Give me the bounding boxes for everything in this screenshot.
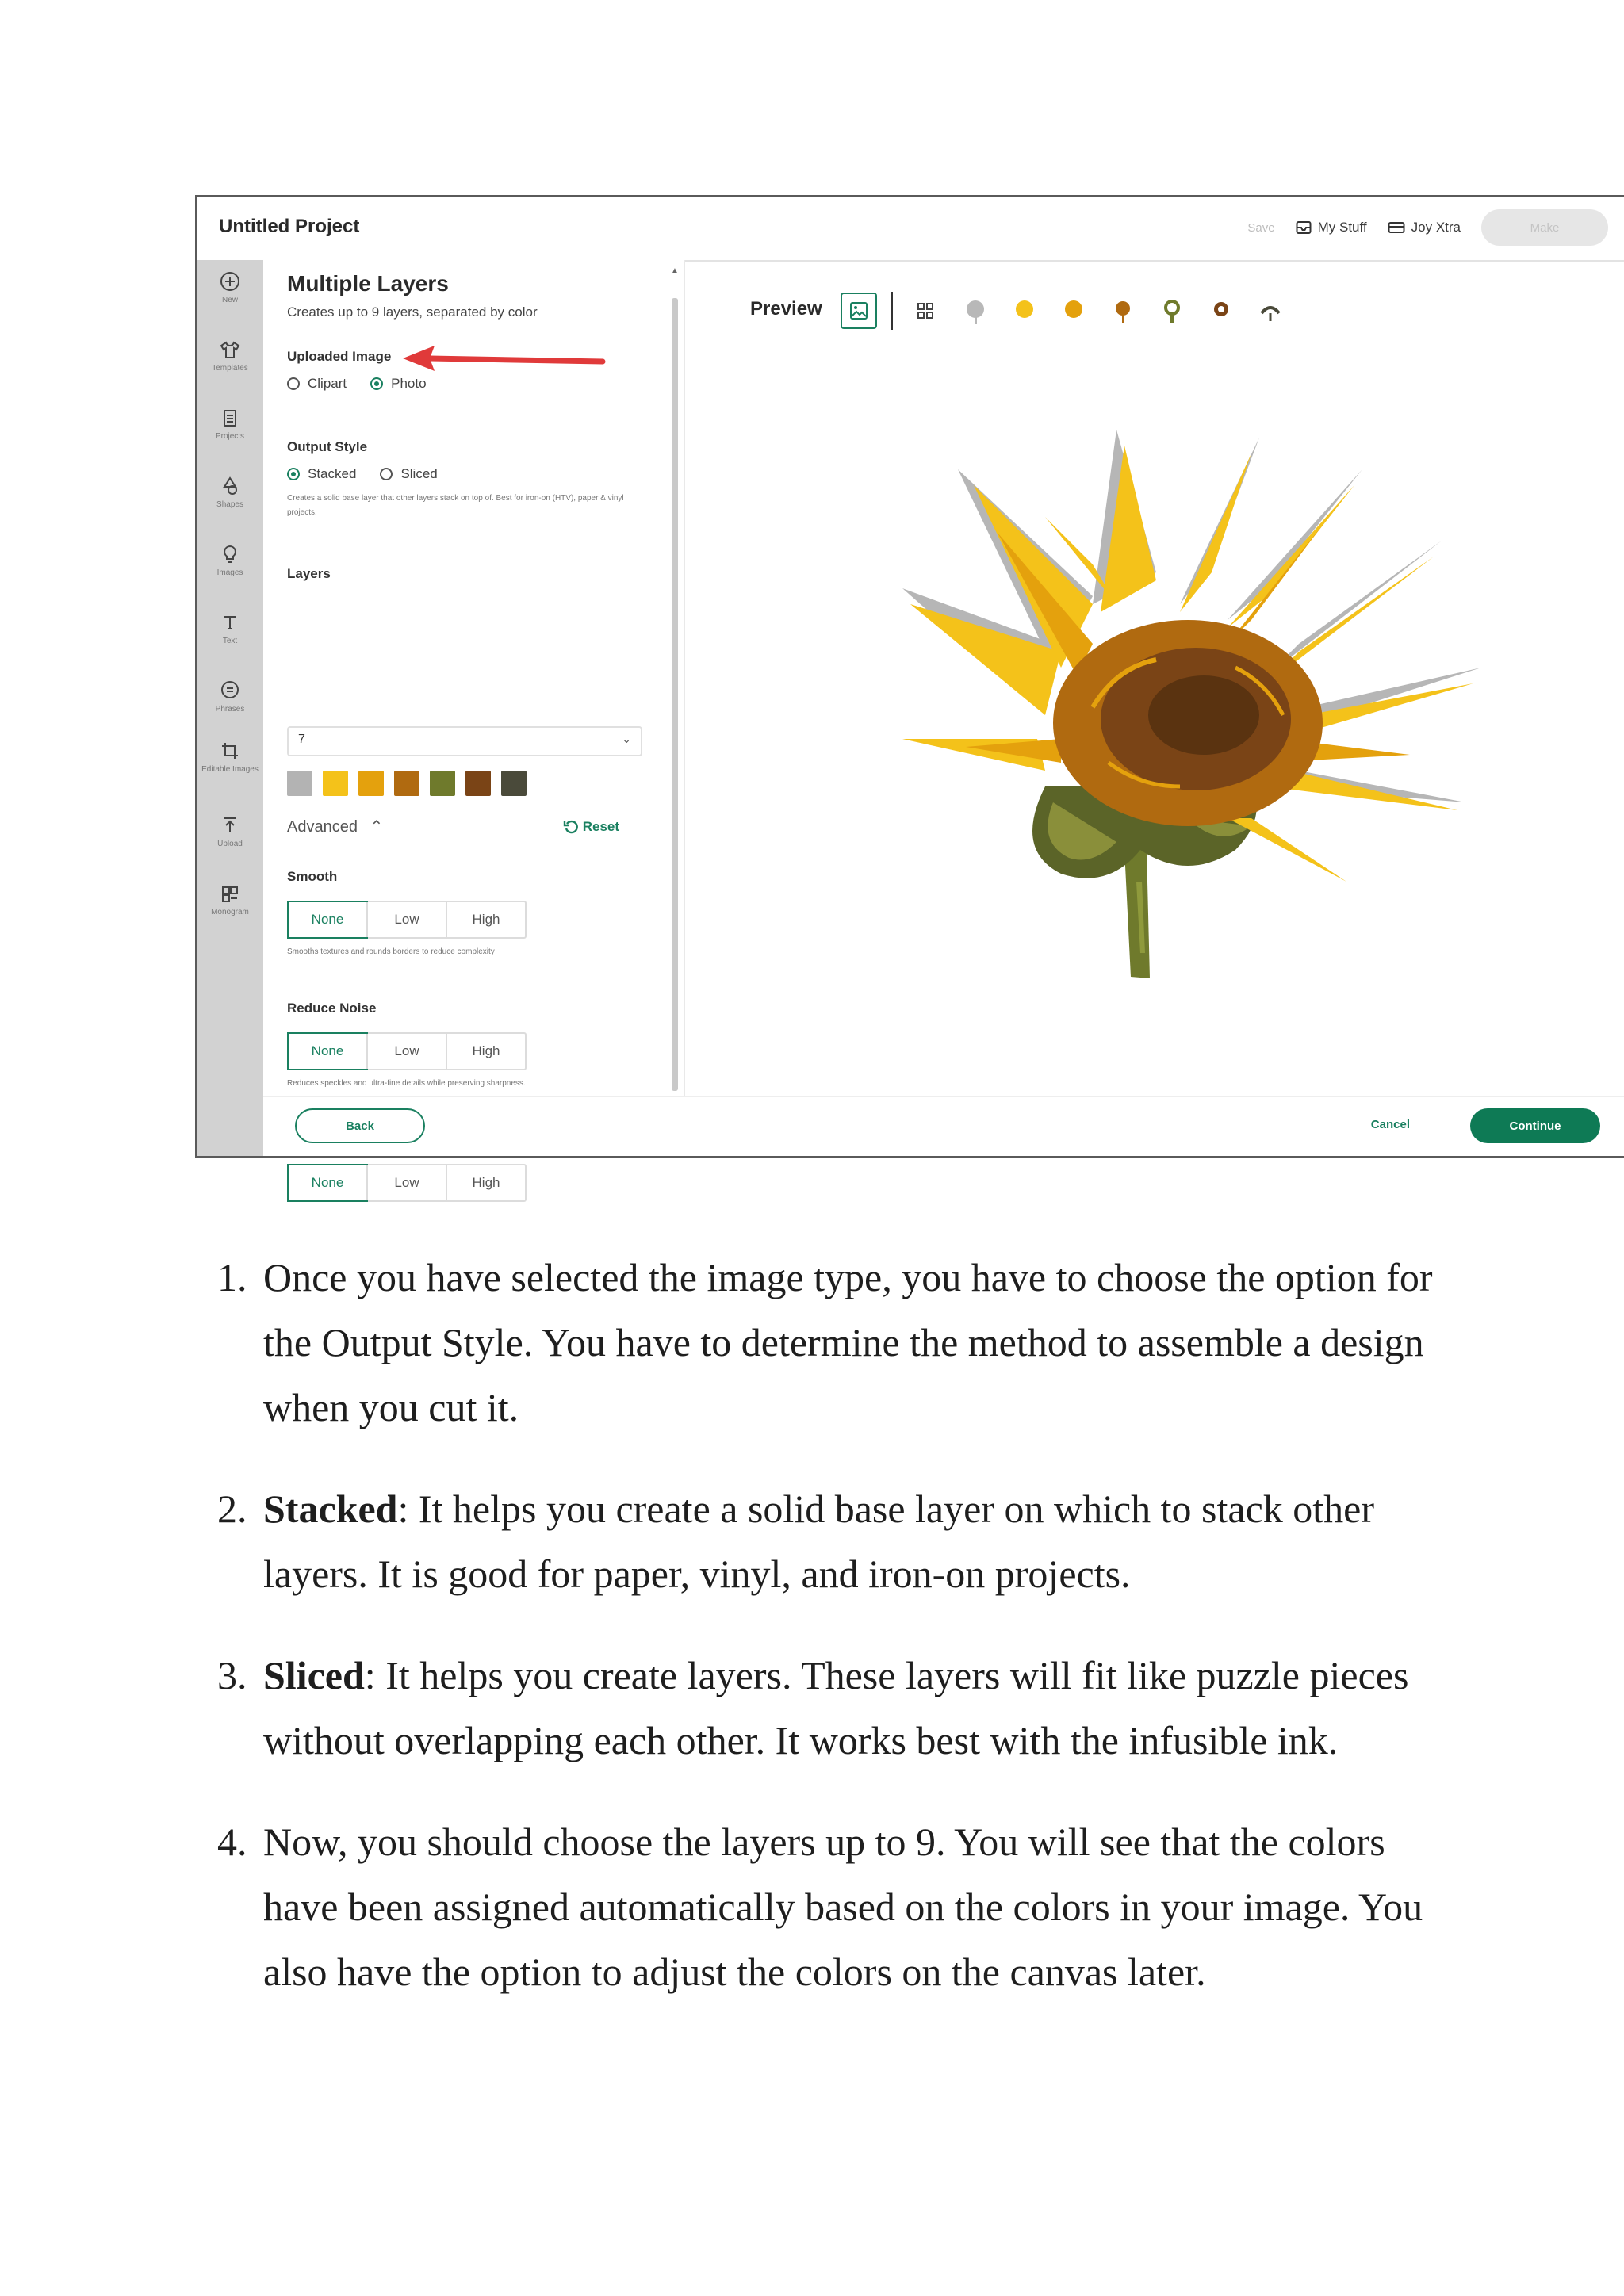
sliced-radio[interactable] <box>380 468 393 480</box>
sidebar-item-shapes[interactable] <box>197 474 263 509</box>
shirt-icon <box>218 338 242 362</box>
sidebar-item-new[interactable] <box>197 270 263 304</box>
scrollbar-thumb[interactable] <box>672 298 678 1091</box>
color-swatch[interactable] <box>394 771 419 796</box>
joy-xtra-button[interactable] <box>1388 220 1461 235</box>
layer-thumbnail[interactable] <box>958 293 993 328</box>
reduce-noise-segmented-control <box>287 1032 527 1070</box>
toolbar-divider <box>891 292 893 330</box>
list-item-text: : It helps you create layers. These layers will fit like puzzle pieces without overlapping each other. It works best with the infusible ink. <box>263 1653 1409 1762</box>
output-style-options <box>287 466 438 482</box>
list-item-text: : It helps you create a solid base layer on which to stack other layers. It is good for paper, vinyl, and iron-on projects. <box>263 1487 1375 1596</box>
smooth-help: Smooths textures and rounds borders to reduce complexity <box>287 947 495 956</box>
sliced-label: Sliced <box>400 466 438 481</box>
bottom-action-bar <box>263 1096 1624 1156</box>
sidebar-label: Projects <box>215 432 245 441</box>
sidebar-label: Upload <box>217 840 243 848</box>
uploaded-image-options <box>287 376 427 392</box>
shapes-icon <box>218 474 242 498</box>
undo-icon <box>563 818 579 834</box>
flower-stem <box>1124 850 1150 978</box>
layers-select[interactable] <box>287 726 642 756</box>
sidebar-label: Phrases <box>215 705 245 714</box>
sunflower-preview-image <box>855 406 1568 1040</box>
clipart-label: Clipart <box>308 376 347 391</box>
color-swatch[interactable] <box>358 771 384 796</box>
layer-thumbnail[interactable] <box>1105 293 1140 328</box>
list-item-bold: Stacked <box>263 1487 398 1531</box>
my-stuff-button[interactable] <box>1296 220 1367 235</box>
sidebar-label: Editable Images <box>201 765 259 774</box>
cancel-button[interactable]: Cancel <box>1370 1118 1410 1131</box>
sidebar-item-images[interactable] <box>197 542 263 577</box>
flower-layer-icon <box>1255 296 1285 326</box>
advanced-label: Advanced <box>287 818 358 836</box>
article-body <box>195 1245 1464 2041</box>
sidebar-item-text[interactable] <box>197 610 263 645</box>
instruction-list <box>195 1245 1464 2004</box>
app-window <box>195 195 1624 1190</box>
chevron-up-icon: ⌃ <box>370 818 384 836</box>
flower-layer-icon <box>1206 296 1236 326</box>
machine-icon <box>1388 221 1405 234</box>
reset-label: Reset <box>582 819 620 834</box>
joy-xtra-label: Joy Xtra <box>1411 220 1461 235</box>
smooth-segmented-control <box>287 901 527 939</box>
sidebar-label: Text <box>222 637 238 645</box>
sidebar-label: Monogram <box>211 908 249 916</box>
flower-center <box>1053 620 1323 826</box>
lightbulb-icon <box>218 542 242 566</box>
chevron-down-icon: ⌄ <box>622 733 631 745</box>
simplify-high-option[interactable]: High <box>446 1165 525 1200</box>
red-arrow-annotation <box>398 342 606 374</box>
simplify-low-option[interactable]: Low <box>366 1165 446 1200</box>
panel-title: Multiple Layers <box>287 271 449 296</box>
smooth-heading: Smooth <box>287 869 338 884</box>
reduce-noise-high-option[interactable]: High <box>446 1034 525 1069</box>
layer-color-swatches <box>287 771 527 796</box>
multiple-layers-panel <box>263 260 685 1156</box>
sidebar-item-templates[interactable] <box>197 338 263 373</box>
layers-heading: Layers <box>287 566 331 581</box>
layer-thumbnail[interactable] <box>1155 293 1189 328</box>
layer-thumbnail[interactable] <box>1204 293 1239 328</box>
flower-layer-icon <box>1059 296 1089 326</box>
color-swatch[interactable] <box>323 771 348 796</box>
speech-bubble-icon <box>218 679 242 702</box>
sidebar-item-monogram[interactable] <box>197 882 263 916</box>
reset-button[interactable] <box>563 818 619 835</box>
preview-image-button[interactable] <box>841 293 877 329</box>
list-item <box>257 1245 1464 1440</box>
color-swatch[interactable] <box>430 771 455 796</box>
text-icon <box>218 610 242 634</box>
output-style-help: Creates a solid base layer that other layers stack on top of. Best for iron-on (HTV), paper & vinyl projects. <box>287 494 624 517</box>
save-button[interactable]: Save <box>1247 220 1275 235</box>
flower-layer-icon <box>1108 296 1138 326</box>
sidebar-label: Images <box>216 568 243 577</box>
back-button[interactable]: Back <box>295 1108 425 1143</box>
reduce-noise-heading: Reduce Noise <box>287 1001 377 1016</box>
sidebar-label: New <box>221 296 238 304</box>
photo-radio[interactable] <box>370 377 383 390</box>
image-icon <box>848 300 869 321</box>
list-item-text: Once you have selected the image type, you have to choose the option for the Output Style. You have to determine the method to assemble a design when you cut it. <box>263 1255 1433 1429</box>
monogram-icon <box>218 882 242 905</box>
smooth-low-option[interactable]: Low <box>366 902 446 937</box>
flower-layer-icon <box>1157 296 1187 326</box>
continue-button[interactable]: Continue <box>1470 1108 1600 1143</box>
scroll-up-icon[interactable]: ▲ <box>671 266 679 275</box>
clipboard-icon <box>218 406 242 430</box>
make-button[interactable]: Make <box>1481 209 1608 246</box>
top-actions <box>1247 208 1608 247</box>
advanced-toggle[interactable] <box>287 817 383 836</box>
reduce-noise-low-option[interactable]: Low <box>366 1034 446 1069</box>
smooth-none-option[interactable]: None <box>287 901 368 939</box>
flower-layer-icon <box>960 296 990 326</box>
plus-circle-icon <box>218 270 242 293</box>
layer-thumbnail[interactable] <box>1253 293 1288 328</box>
stacked-label: Stacked <box>308 466 357 481</box>
list-item-bold: Sliced <box>263 1653 365 1697</box>
smooth-high-option[interactable]: High <box>446 902 525 937</box>
simplify-segmented-control <box>287 1164 527 1202</box>
layer-thumbnail[interactable] <box>1007 293 1042 328</box>
clipart-radio[interactable] <box>287 377 300 390</box>
output-style-heading: Output Style <box>287 439 368 454</box>
project-title: Untitled Project <box>219 216 360 237</box>
layer-thumbnail[interactable] <box>1056 293 1091 328</box>
upload-icon <box>218 813 242 837</box>
preview-toolbar <box>841 292 1288 330</box>
list-item <box>257 1643 1464 1773</box>
sidebar-item-phrases[interactable] <box>197 679 263 714</box>
uploaded-image-heading: Uploaded Image <box>287 349 392 364</box>
photo-label: Photo <box>391 376 427 391</box>
color-swatch[interactable] <box>465 771 491 796</box>
list-item <box>257 1809 1464 2004</box>
grid-icon <box>916 301 935 320</box>
sidebar-item-upload[interactable] <box>197 813 263 848</box>
preview-heading: Preview <box>750 298 822 320</box>
reduce-noise-none-option[interactable]: None <box>287 1032 368 1070</box>
panel-scrollbar[interactable] <box>669 266 680 1107</box>
panel-subtitle: Creates up to 9 layers, separated by color <box>287 304 538 320</box>
flower-layer-icon <box>1009 296 1040 326</box>
reduce-noise-help: Reduces speckles and ultra-fine details while preserving sharpness. <box>287 1079 526 1088</box>
stacked-radio[interactable] <box>287 468 300 480</box>
left-sidebar <box>197 260 263 1156</box>
list-item-text: Now, you should choose the layers up to 9. You will see that the colors have been assigned automatically based on the colors in your image. You also have the option to adjust the colors on the canvas later. <box>263 1820 1423 1994</box>
crop-icon <box>218 739 242 763</box>
top-bar <box>197 197 1624 262</box>
color-swatch[interactable] <box>287 771 312 796</box>
inbox-icon <box>1296 220 1312 235</box>
sidebar-label: Templates <box>212 364 248 373</box>
sidebar-item-editable-images[interactable] <box>197 739 263 774</box>
sidebar-item-projects[interactable] <box>197 406 263 441</box>
sidebar-label: Shapes <box>216 500 243 509</box>
preview-grid-button[interactable] <box>907 293 944 329</box>
color-swatch[interactable] <box>501 771 527 796</box>
list-item <box>257 1476 1464 1606</box>
layers-select-value: 7 <box>298 733 305 746</box>
simplify-none-option[interactable]: None <box>287 1164 368 1202</box>
my-stuff-label: My Stuff <box>1317 220 1367 235</box>
